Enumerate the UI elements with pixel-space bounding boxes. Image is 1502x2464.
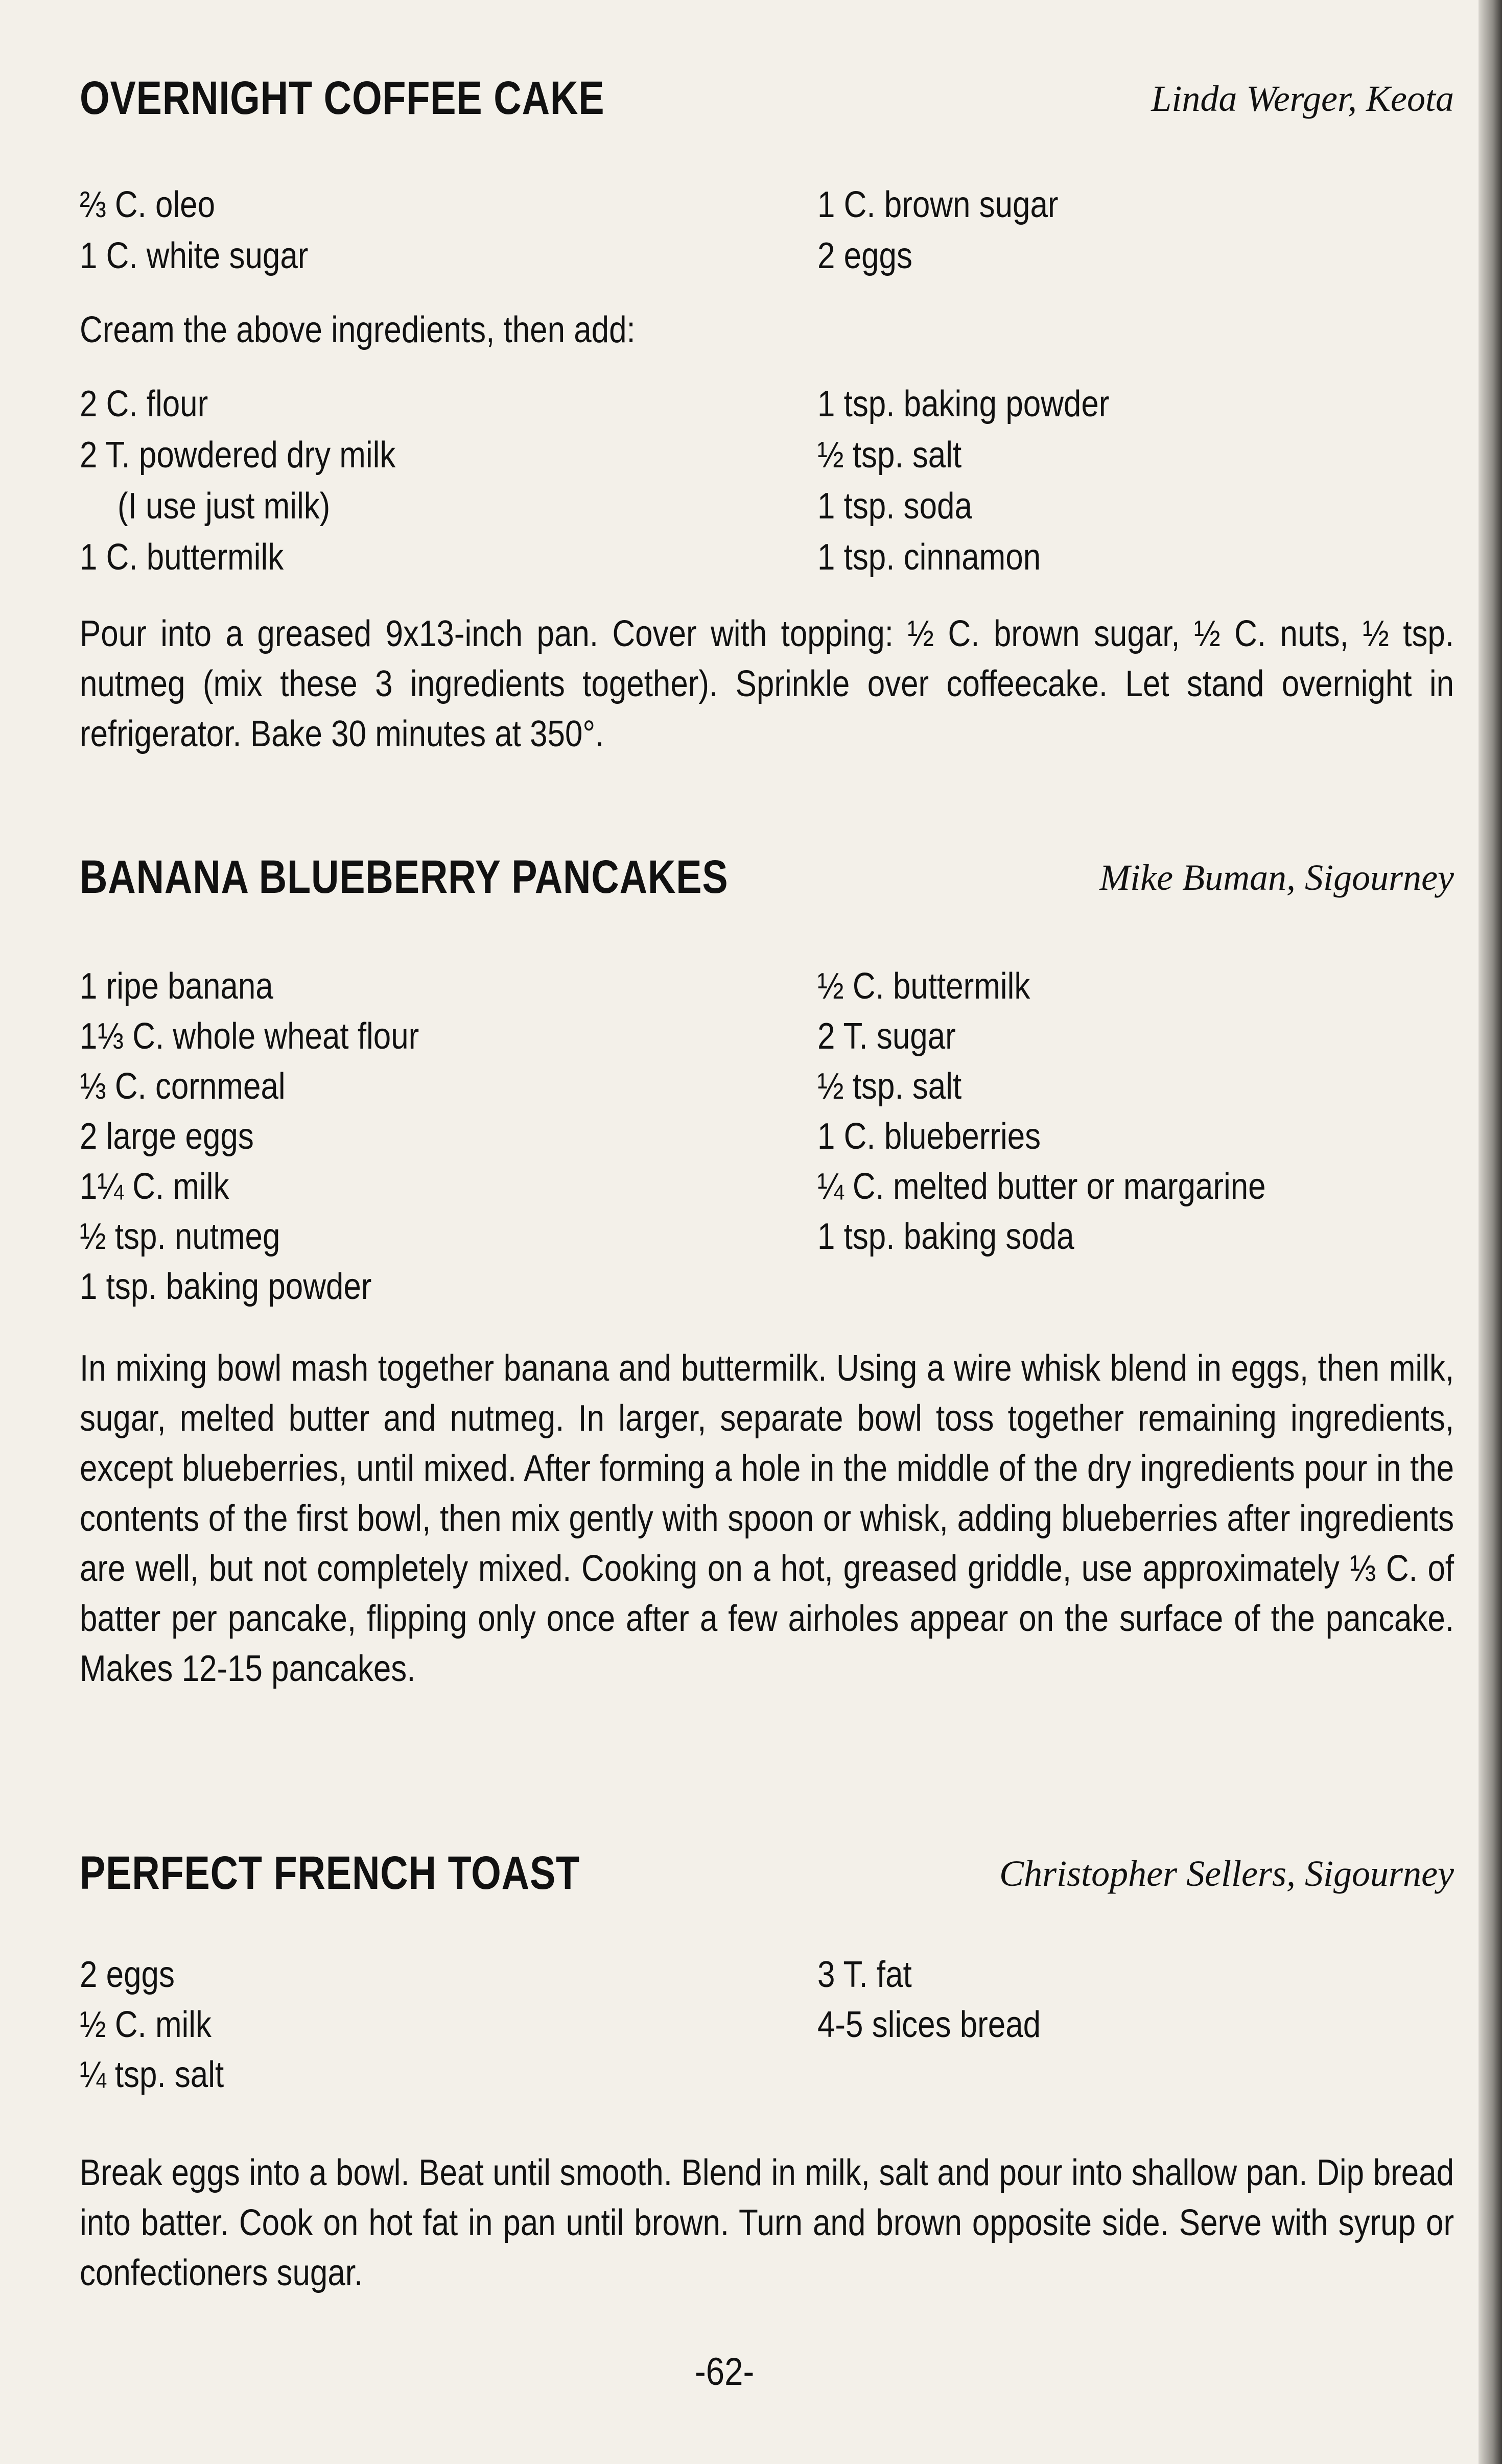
ingredient: ¼ tsp. salt <box>80 2054 224 2095</box>
recipe-directions: In mixing bowl mash together banana and buttermilk. Using a wire whisk blend in eggs, then milk, sugar, melted butter and nutmeg. In larger, separate bowl toss together remaining ingredients, except blueberries, until mixed. After forming a hole in the middle of the dry ingredients pour in the contents of the first bowl, then mix gently with spoon or whisk, adding blueberries after ingredients are well, but not completely mixed. Cooking on a hot, greased griddle, use approximately ⅓ C. of batter per pancake, flipping only once after a few airholes appear on the surface of the pancake. Makes 12-15 pancakes. <box>80 1348 1454 1689</box>
ingredient: 2 T. sugar <box>817 1016 956 1057</box>
ingredient: ⅔ C. oleo <box>80 184 216 225</box>
recipe-directions: Pour into a greased 9x13-inch pan. Cover with topping: ½ C. brown sugar, ½ C. nuts, ½ tsp. nutmeg (mix these 3 ingredients together). Sprinkle over coffeecake. Let stand overnight in refrigerator. Bake 30 minutes at 350°. <box>80 613 1454 754</box>
ingredient: 1⅓ C. whole wheat flour <box>80 1016 419 1057</box>
ingredient: 2 large eggs <box>80 1116 254 1157</box>
recipe-author: Christopher Sellers, Sigourney <box>999 1853 1454 1894</box>
ingredient: 2 C. flour <box>80 384 208 424</box>
ingredient: 1 tsp. baking powder <box>80 1266 372 1307</box>
ingredient: ½ tsp. nutmeg <box>80 1216 280 1257</box>
ingredient: (I use just milk) <box>118 486 331 527</box>
ingredient: 1 ripe banana <box>80 966 273 1007</box>
ingredient: ½ C. milk <box>80 2004 212 2045</box>
ingredient: 3 T. fat <box>817 1954 912 1995</box>
ingredient: 1 C. blueberries <box>817 1116 1041 1157</box>
ingredient: 2 T. powdered dry milk <box>80 435 396 476</box>
recipe-author: Linda Werger, Keota <box>1151 78 1454 119</box>
ingredient: ½ tsp. salt <box>817 435 962 476</box>
ingredient: ½ C. buttermilk <box>817 966 1030 1007</box>
ingredient: 2 eggs <box>817 235 912 276</box>
page-number: -62- <box>695 2350 755 2394</box>
recipe-title: PERFECT FRENCH TOAST <box>80 1847 580 1899</box>
page-binding-edge <box>1478 0 1502 2464</box>
ingredient: 1 tsp. soda <box>817 486 972 527</box>
ingredient: 4-5 slices bread <box>817 2004 1041 2045</box>
ingredient: 1 C. brown sugar <box>817 184 1059 225</box>
ingredient: ¼ C. melted butter or margarine <box>817 1166 1266 1207</box>
ingredient: ½ tsp. salt <box>817 1066 962 1107</box>
instruction-line: Cream the above ingredients, then add: <box>80 310 636 350</box>
ingredient: 1 tsp. baking powder <box>817 384 1110 424</box>
ingredient: 2 eggs <box>80 1954 175 1995</box>
recipe-directions: Break eggs into a bowl. Beat until smooth. Blend in milk, salt and pour into shallow pan. Dip bread into batter. Cook on hot fat in pan until brown. Turn and brown opposite side. Serve with syrup or confectioners sugar. <box>80 2152 1454 2293</box>
recipe-author: Mike Buman, Sigourney <box>1099 857 1454 898</box>
ingredient: 1¼ C. milk <box>80 1166 229 1207</box>
ingredient: 1 C. white sugar <box>80 235 309 276</box>
recipe-title: BANANA BLUEBERRY PANCAKES <box>80 851 729 903</box>
recipe-title: OVERNIGHT COFFEE CAKE <box>80 72 605 124</box>
ingredient: 1 tsp. cinnamon <box>817 537 1041 578</box>
ingredient: 1 C. buttermilk <box>80 537 284 578</box>
ingredient: ⅓ C. cornmeal <box>80 1066 286 1107</box>
ingredient: 1 tsp. baking soda <box>817 1216 1074 1257</box>
